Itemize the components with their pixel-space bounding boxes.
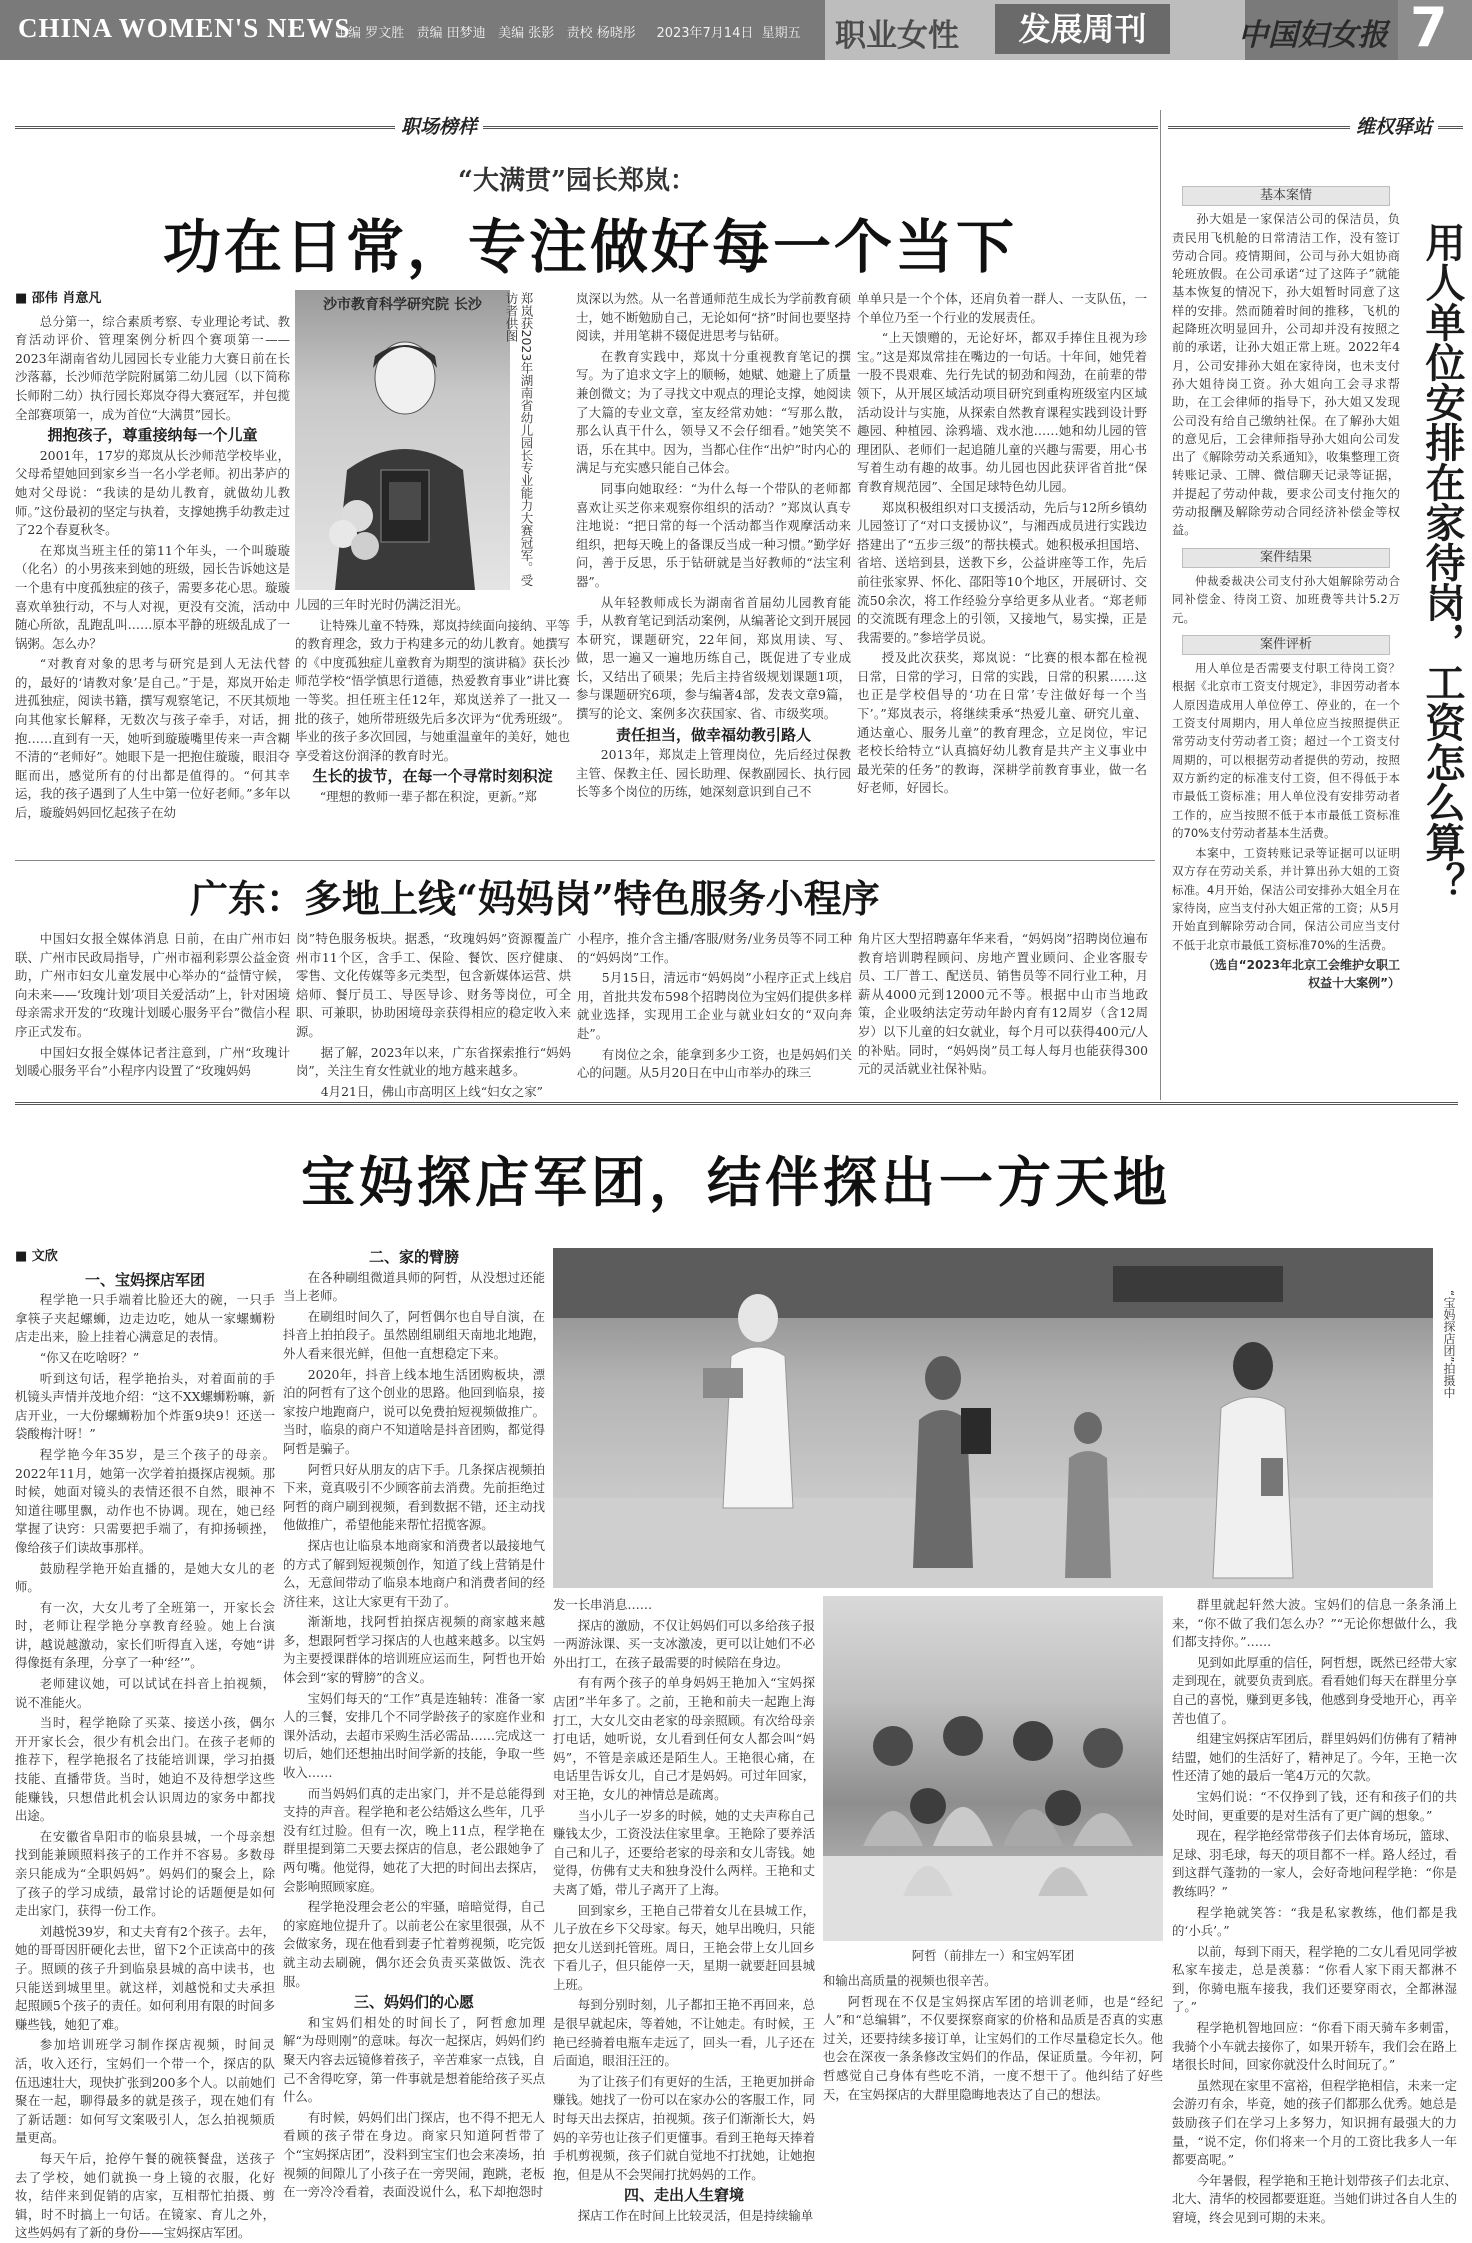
article1-p12: 2013年，郑岚走上管理岗位，先后经过保教主管、保教主任、园长助理、保教副园长、执行园长等多个岗位的历练，她深刻意识到自己不 xyxy=(576,747,851,800)
article1-p10: 同事向她取经：“为什么每一个带队的老师都喜欢让买芝你来观察你组织的活动？”郑岚认真专注地说：“把日常的每一个活动都当作观摩活动来组织，把每天晚上的备课反当成一种习惯。”勤学好问，善于反思，乐于钻研就是当好教师的“法宝利器”。 xyxy=(576,480,851,589)
photo-caption-1: “宝妈探店团”拍摄中 xyxy=(1442,1290,1456,1399)
article3-e1: 和输出高质量的视频也很辛苦。 xyxy=(823,1973,997,1988)
article1-p9: 在教育实践中，郑岚十分重视教育笔记的撰写。为了追求文字上的顺畅，她赋、她避上了质量兼创微文；为了寻找文中观点的理论支撑，她阅读了大篇的专业文章，室友经常劝她：“写那么散，那么认真干什么，领导又不会仔细看。”她笑笑不语，乐在其中。因为，当都心住作“出炉”时内心的满足与充实感只能自己体会。 xyxy=(576,348,851,476)
article1-p16: 授及此次获奖，郑岚说：“比赛的根本都在检视日常，日常的学习，日常的实践，日常的积累……这也正是学校倡导的‘功在日常’专注做好每一个当下’。”郑岚表示，将继续秉承“热爱儿童、研究儿童、通达童心、服务儿童”的教育理念，立足岗位，牢记老校长给特立“认真搞好幼儿教育是共产主义事业中最光荣的任务”的教诲，深耕学前教育事业，做一名好老师，好园长。 xyxy=(857,650,1147,796)
article3-a5: 鼓励程学艳开始直播的，是她大女儿的老师。 xyxy=(15,1560,275,1595)
article1-p13: 单单只是一个个体，还肩负着一群人、一支队伍，一个单位乃至一个行业的发展责任。 xyxy=(857,291,1147,325)
sidebar-analysis-text-2: 本案中，工资转账记录等证据可以证明双方存在劳动关系，并计算出孙大姐的工资标准。4月开始，保洁公司安排孙大姐全月在家待岗，应当支付孙大姐正常的工资；从5月开始直到解除劳动合同，保洁公司应当支付不低于北京市最低工资标准70%的生活费。 xyxy=(1172,846,1400,952)
credit-editor: 责编 田梦迪 xyxy=(416,26,486,41)
paper-logo: 中国妇女报 xyxy=(1238,18,1388,53)
article3-col4-bottom xyxy=(823,1972,1163,2153)
article3-d8: 探店工作在时间上比较灵活，但是持续输单 xyxy=(577,2208,814,2223)
article3-top-rule xyxy=(15,1102,1458,1105)
article3-b4: 阿哲只好从朋友的店下手。几条探店视频拍下来，竟真吸引不少顾客前去消费。先前拒绝过阿哲的商户刷到视频，看到数据不错，还主动找他做推广，希望他能来帮忙招揽客源。 xyxy=(283,1461,545,1533)
article3-d1: 发一长串消息…… xyxy=(553,1597,653,1612)
article3-col3 xyxy=(553,1596,815,2223)
page-number: 7 xyxy=(1410,0,1448,59)
article3-a10: 刘越悦39岁，和丈夫育有2个孩子。去年，她的哥哥因肝硬化去世，留下2个正读高中的孩子。照顾的孩子升到临泉县城的高中读书，也只能送到城里里。就这样，刘越悦和丈夫承担起照顾5个孩子的责任。如何利用有限的时间多赚些钱，她犯了难。 xyxy=(15,1923,275,2032)
credit-art: 美编 张影 xyxy=(498,26,555,41)
article3-b2: 在刷组时间久了，阿哲偶尔也自导自演，在抖音上拍拍段子。虽然剧组刷组天南地北地跑，外人看来很光鲜，但他一直想稳定下来。 xyxy=(283,1308,545,1361)
article2-c4: 据了解，2023年以来，广东省探索推行“妈妈岗”，关注生育女性就业的地方越来越多。 xyxy=(296,1044,571,1079)
photo-banner-text: 沙市教育科学研究院 长沙 xyxy=(323,297,482,313)
article1-p8: 岚深以为然。从一名普通师范生成长为学前教育硕士，她不断勉励自己，无论如何“挤”时间也要坚持阅读，并用笔耕不辍促进思考与钻研。 xyxy=(576,291,851,344)
article3-f2: 见到如此厚重的信任，阿哲想，既然已经带大家走到现在，就要负责到底。看看她们每天在群里分享自己的喜悦，赚到更多钱，他感到身受地开心，再辛苦也值了。 xyxy=(1172,1654,1457,1726)
section-bar xyxy=(825,0,1245,60)
article3-subhead-2: 二、家的臂膀 xyxy=(368,1248,459,1266)
article3-b1: 在各种刷组微道具师的阿哲，从没想过还能当上老师。 xyxy=(283,1269,545,1304)
article3-subhead-4: 四、走出人生窘境 xyxy=(623,2186,744,2205)
article1-p6: 让特殊儿童不特殊，郑岚持续面向接纳、平等的教育理念，致力于构建多元的幼儿教育。她撰写的《中度孤独症儿童教育为期型的演讲稿》获长沙师范学校“悟学慎思行道德，热爱教育事业”讲比赛一等奖。担任班主任12年，郑岚送养了一批又一批的孩子，她所带班级先后多次评为“优秀班级”。毕业的孩子多次回园，与她重温童年的美好，她也享受着这份润泽的教育时光。 xyxy=(295,617,570,763)
photo-caption: 郑岚获2023年湖南省幼儿园长专业能力大赛冠军。受访者供图 xyxy=(504,292,534,587)
sidebar-result-text: 仲裁委裁决公司支付孙大姐解除劳动合同补偿金、待岗工资、加班费等共计5.2万元。 xyxy=(1172,573,1400,625)
article3-d2: 探店的激励，不仅让妈妈们可以多给孩子报一两游泳课、买一支冰激凌，更可以让她们不必外出打工，在孩子最需要的时候陪在身边。 xyxy=(553,1617,815,1670)
article2-c5: 4月21日，佛山市高明区上线“妇女之家” xyxy=(320,1083,543,1099)
article1-p14: “上天馈赠的，无论好坏，都双手捧住且视为珍宝。”这是郑岚常挂在嘴边的一句话。十年间，她凭着一股不畏艰难、先行先试的韧劲和闯劲，在前辈的带领下，从开展区域活动项目研究到重构班级室内区域活动设计与实施，从探索自然教育课程实践到设计野趣园、种植园、涂鸦墙、戏水池……她和幼儿园的管理团队、老师们一起追随儿童的兴趣与需要，用心书写着生动有趣的故事。幼儿园也因此获评省首批“保育教育规范园”、全国足球特色幼儿园。 xyxy=(857,330,1147,494)
article3-d4: 当小儿子一岁多的时候，她的丈夫声称自己赚钱太少，工资没法住家里拿。王艳除了要养活自己和儿子，还要给老家的母亲和女儿寄钱。她觉得，仿佛有丈夫和独身没什么两样。王艳和丈夫离了婚，带儿子离开了上海。 xyxy=(553,1807,815,1897)
group-scene xyxy=(823,1596,1163,1941)
sidebar-title: 用人单位安排在家待岗，工资怎么算？ xyxy=(1419,222,1466,902)
weekly-name: 发展周刊 xyxy=(995,4,1170,54)
article1-byline: ■ 邵伟 肖意凡 xyxy=(15,291,102,306)
article2-c2: 中国妇女报全媒体记者注意到，广州“玫瑰计划暖心服务平台”小程序内设置了“玫瑰妈妈 xyxy=(15,1044,290,1079)
masthead-credits xyxy=(335,22,801,41)
article3-f9: 虽然现在家里不富裕，但程学艳相信，未来一定会游刃有余，毕竟，她的孩子们都那么优秀。她总是鼓励孩子们在学习上多努力，知识拥有最强大的力量，“说不定，你们将来一个月的工资比我多人一年都要高呢。” xyxy=(1172,2077,1457,2168)
article3-f3: 组建宝妈探店军团后，群里妈妈们仿佛有了精神结盟，她们的生活好了，精神足了。今年，王艳一次性还清了她的最后一笔4万元的欠款。 xyxy=(1172,1731,1457,1784)
issue-weekday: 星期五 xyxy=(761,26,801,41)
article1-subhead-1: 拥抱孩子，尊重接纳每一个儿童 xyxy=(47,426,258,445)
article3-a4: 程学艳今年35岁，是三个孩子的母亲。2022年11月，她第一次学着拍摄探店视频。那时候，她面对镜头的表情还很不自然，眼神不知道往哪里飘，动作也不协调。现在，她已经掌握了诀窍：只需要把手端了，有抑扬顿挫，像给孩子们读故事那样。 xyxy=(15,1446,275,1555)
article1-p4: “对教育对象的思考与研究是到人无法代替的，最好的‘请教对象’是自己。”于是，郑岚开始走进孤独症，阅读书籍，撰写观察笔记，不厌其烦地向其他家长解释，无数次与孩子牵手，对话，拥抱……直到有一天，她听到璇璇嘴里传来一声含糊不清的“老师好”。她眼下是一把抱住璇璇，眼泪夺眶而出，感觉所有的付出都是值得的。“何其幸运，我的孩子遇到了人生中第一位好老师。”多年以后，璇璇妈妈回忆起孩子在幼 xyxy=(15,656,290,821)
article2-title: 广东：多地上线“妈妈岗”特色服务小程序 xyxy=(190,876,880,921)
article3-subhead-3: 三、妈妈们的心愿 xyxy=(353,1993,474,2012)
article3-b7: 宝妈们每天的“工作”真是连轴转：准备一家人的三餐，安排几个不同学龄孩子的家庭作业和课外活动，去超市采购生活必需品……完成这一切后，她们还想抽出时间学新的技能，争取一些收入…… xyxy=(283,1690,545,1781)
sidebar-head-result: 案件结果 xyxy=(1182,548,1390,568)
store-scene xyxy=(553,1248,1433,1588)
article3-f7: 以前，每到下雨天，程学艳的二女儿看见同学被私家车接走，总是羡慕：“你看人家下雨天都淋不到，你骑电瓶车接我，我们还要穿雨衣，全都淋湿了。” xyxy=(1172,1943,1457,2015)
article2-col3 xyxy=(577,930,852,1090)
issue-date: 2023年7月14日 xyxy=(656,26,754,41)
article3-a2: “你又在吃啥呀？” xyxy=(39,1349,140,1365)
section-name: 职业女性 xyxy=(835,18,959,54)
article1-col2 xyxy=(295,596,570,850)
article3-a9: 在安徽省阜阳市的临泉县城，一个母亲想找到能兼顾照料孩子的工作并不容易。多数母亲只能成为“全职妈妈”。妈妈们的聚会上，除了孩子的学习成绩，最常讨论的话题便是如何走出家门，获得一份工作。 xyxy=(15,1828,275,1919)
article2-c6: 小程序，推介含主播/客服/财务/业务员等不同工种的“妈妈岗”工作。 xyxy=(577,931,852,965)
article1-top-rule xyxy=(15,126,1158,129)
article1-p15: 郑岚积极组织对口支援活动，先后与12所乡镇幼儿园签订了“对口支援协议”，与湘西成员进行实践边搭建出了“五步三级”的帮扶模式。她积极承担国培、省培、送培到县，送教下乡，公益讲座等工作，先后前往张家界、怀化、邵阳等10个地区，开展研讨、交流50余次，将工作经验分享给更多从业者。“郑老师的交流既有理念上的引领，又接地气，易实操，正是我需要的。”参培学员说。 xyxy=(857,499,1147,645)
article1-title: 功在日常，专注做好每一个当下 xyxy=(162,213,1017,281)
sidebar-head-basic: 基本案情 xyxy=(1182,186,1390,206)
article2-col4 xyxy=(858,930,1148,1090)
sidebar-column-tag: 维权驿站 xyxy=(1350,112,1438,139)
article3-f8: 程学艳机智地回应：“你看下雨天骑车多刺雷，我骑个小车就去接你了，如果开轿车，我们会在路上堵很长时间，回家你就没什么时间玩了。” xyxy=(1172,2020,1457,2073)
article3-b10: 和宝妈们相处的时间长了，阿哲愈加理解“为母则刚”的意味。每次一起探店，妈妈们约聚天内容去远镜修着孩子，辛苦难家一点钱，自己不舍得吃穿，第一件事就是想着能给孩子买点什么。 xyxy=(283,2014,545,2105)
article1-p5: 儿园的三年时光时仍满泛泪光。 xyxy=(295,597,469,612)
article1-kicker: “大满贯”园长郑岚： xyxy=(458,166,696,196)
article3-d7: 为了让孩子们有更好的生活，王艳更加拼命赚钱。她找了一份可以在家办公的客服工作，同时每天出去探店，拍视频。孩子们渐渐长大，妈妈的辛劳也让孩子们更懂事。看到王艳每天捧着手机剪视频，孩子们就自觉地不打扰她，让她抱抱，但是从不会哭闹打扰妈妈的工作。 xyxy=(553,2073,815,2182)
article3-d5: 回到家乡，王艳自己带着女儿在县城工作，儿子放在乡下父母家。每天，她早出晚归，只能把女儿送到托管班。周日，王艳会带上女儿回乡下看儿子，但只能停一天，星期一就要赶回县城上班。 xyxy=(553,1902,815,1992)
zhenglan-photo xyxy=(295,290,510,590)
article3-a11: 参加培训班学习制作探店视频，时间灵活，收入还行，宝妈们一个带一个，探店的队伍迅速壮大，现快扩张到200多个人。以前她们聚在一起，聊得最多的就是孩子，现在她们有了新话题：如何写文案吸引人，怎么拍视频质量更高。 xyxy=(15,2037,275,2146)
article1-col3 xyxy=(576,290,851,850)
article3-b9: 程学艳没理会老公的牢骚，暗暗觉得，自己的家庭地位提升了。以前老公在家里很强，从不会做家务，现在他看到妻子忙着剪视频，吃完饭就主动去刷碗，偶尔还会负责买菜做饭、洗衣服。 xyxy=(283,1899,545,1989)
article3-f6: 程学艳就笑答：“我是私家教练，他们都是我的‘小兵’。” xyxy=(1172,1904,1457,1939)
article2-col2 xyxy=(296,930,571,1099)
article1-col1 xyxy=(15,290,290,850)
article3-a8: 当时，程学艳除了买菜、接送小孩，偶尔开开家长会，很少有机会出门。在孩子老师的推荐下，程学艳报名了技能培训课，学习拍摄技能、直播带货。当时，她迫不及待想学这些能赚钱，只想借此机会认识周边的家务中都找出途。 xyxy=(15,1715,275,1824)
article1-p2: 2001年，17岁的郑岚从长沙师范学校毕业，父母希望她回到家乡当一名小学老师。初出茅庐的她对父母说：“我读的是幼儿教育，就做幼儿教师。”这份最初的坚定与执着，支撑她携手幼教走过了22个春夏秋冬。 xyxy=(15,447,290,538)
article3-col1 xyxy=(15,1248,275,2241)
article3-a3: 听到这句话，程学艳抬头，对着面前的手机镜头声情并茂地介绍：“这不XX螺蛳粉嘛，新店开业，一大份螺蛳粉加个炸蛋9块9！还送一袋酸梅汁呀！” xyxy=(15,1370,275,1442)
article3-e2: 阿哲现在不仅是宝妈探店军团的培训老师，也是“经纪人”和“总编辑”，不仅要探察商家的价格和品质是否真的实惠过关，还要持续多接订单，让宝妈们的工作尽量稳定长久。他也会在深夜一条条修改宝妈们的作品，保证质量。今年初，阿哲感觉自己身体有些吃不消，一度不想干了。他纠结了好些天，在宝妈探店的大群里隐晦地表达了自己的想法。 xyxy=(823,1993,1163,2102)
article1-p1: 总分第一，综合素质考察、专业理论考试、教育活动评价、管理案例分析四个赛项第一——2023年湖南省幼儿园园长专业能力大赛日前在长沙落幕，长沙师范学院附属第二幼儿园（以下简称长师附二幼）执行园长郑岚夺得大赛冠军，并包揽全部赛项第一，成为首位“大满贯”园长。 xyxy=(15,313,290,422)
sidebar-divider xyxy=(1160,110,1161,1100)
article2-c9: 角片区大型招聘嘉年华来看，“妈妈岗”招聘岗位遍布教育培训聘程顾问、房地产置业顾问、企业客服专员、工厂普工、配送员、销售员等不同行业工种，月薪从4000元到12000元不等。根据中山市当地政策，企业吸纳法定劳动年龄内育有12周岁（含12周岁）以下儿童的妇女就业，每个月可以获得400元/人的补贴。同时，“妈妈岗”员工每人每月也能获得300元的灵活就业社保补贴。 xyxy=(858,931,1148,1077)
article3-b5: 探店也让临泉本地商家和消费者以最接地气的方式了解到短视频创作，知道了线上营销是什么，无意间带动了临泉本地商户和消费者间的经济往来，这让大家更有干劲了。 xyxy=(283,1537,545,1609)
article3-f10: 今年暑假，程学艳和王艳计划带孩子们去北京、北大、清华的校园都要逛逛。当她们讲过各自人生的窘境，终会见到可期的未来。 xyxy=(1172,2172,1457,2225)
article3-b11: 有时候，妈妈们出门探店，也不得不把无人看顾的孩子带在身边。商家只知道阿哲带了个“宝妈探店团”，没料到宝宝们也会来凑场，拍视频的间隙儿了小孩子在一旁哭闹，跑跳，老板在一旁冷冷看着，表面没说什么，私下却抱怨时 xyxy=(283,2109,545,2200)
article2-c7: 5月15日，清远市“妈妈岗”小程序正式上线启用，首批共发布598个招聘岗位为宝妈们提供多样就业选择，实现用工企业与就业妇女的“双向奔赴”。 xyxy=(577,970,852,1041)
article3-a6: 有一次，大女儿考了全班第一，开家长会时，老师让程学艳分享教育经验。她上台演讲，越说越激动，家长们听得直入迷，夸她“讲得像挺有条理，分享了一种‘经’”。 xyxy=(15,1599,275,1671)
sidebar-case-text: 孙大姐是一家保洁公司的保洁员，负责民用飞机舱的日常清洁工作，没有签订劳动合同。疫情期间，公司与孙大姐协商轮班放假。在公司承诺“过了这阵子”就能基本恢复的情况下，孙大姐暂时同意了这样的安排。然而随着时间的推移，飞机的起降班次明显回升，公司却并没有按照之前的承诺，让孙大姐正常上班。2022年4月，公司安排孙大姐在家待岗，也未支付孙大姐待岗工资。孙大姐向工会寻求帮助，在工会律师的指导下，孙大姐又发现公司没有给自己缴纳社保。在了解孙大姐的意见后，工会律师指导孙大姐向公司发出了《解除劳动关系通知》，收集整理工资转账记录、工牌、微信聊天记录等证据，并提起了劳动仲裁，要求公司支付拖欠的劳动报酬及解除劳动合同经济补偿金等权益。 xyxy=(1172,212,1400,538)
article3-f4: 宝妈们说：“不仅挣到了钱，还有和孩子们的共处时间，更重要的是对生活有了更广阔的想象。” xyxy=(1172,1788,1457,1823)
article3-d6: 每到分别时刻，儿子都扣王艳不再回来，总是很早就起床，等着她，不让她走。有时候，王艳已经骑着电瓶车走远了，回头一看，儿子还在后面追，眼泪汪汪的。 xyxy=(553,1997,815,2069)
article3-f5: 现在，程学艳经常带孩子们去体育场玩，篮球、足球、羽毛球，每天的项目都不一样。路人经过，看到这群气蓬勃的一家人，会好奇地问程学艳：“你是教练吗？” xyxy=(1172,1828,1457,1899)
article2-c1: 中国妇女报全媒体消息 日前，在由广州市妇联、广州市民政局指导，广州市福利彩票公益金资助，广州市妇女儿童发展中心举办的“益情守候，向未来——‘玫瑰计划’项目关爱活动”上，针对困境母亲需求开发的“玫瑰计划暖心服务平台”微信小程序正式发布。 xyxy=(15,931,290,1039)
sidebar-head-analysis: 案件评析 xyxy=(1182,635,1390,655)
article3-col5 xyxy=(1172,1596,1457,2225)
sidebar-source: （选自“2023年北京工会维护女职工权益十大案例”） xyxy=(1202,957,1400,991)
article1-col4 xyxy=(857,290,1147,850)
article1-p7: “理想的教师一辈子都在积淀，更新。”郑 xyxy=(319,788,537,804)
article3-byline: ■ 文欣 xyxy=(15,1249,58,1264)
article3-a7: 老师建议她，可以试试在抖音上拍视频，说不准能火。 xyxy=(15,1676,275,1710)
article1-p3: 在郑岚当班主任的第11个年头，一个叫璇璇（化名）的小男孩来到她的班级，园长告诉她这是一个患有中度孤独症的孩子，需要多花心思。璇璇喜欢单独行动，不与人对视，更没有交流，活动中随心所欲，乱跑乱叫……原本平静的班级乱成了一锅粥。怎么办？ xyxy=(15,542,290,651)
photo-caption-2: 阿哲（前排左一）和宝妈军团 xyxy=(911,1948,1075,1963)
group-photo xyxy=(823,1596,1163,1941)
article1-p11: 从年轻教师成长为湖南省首届幼儿园教育能手，从教育笔记到活动案例，从编著论文到开展园本研究，课题研究，22年间，郑岚用读、写、做，思一遍又一遍地历练自己，既促进了专业成长，又结出了硕果；先后主持省级规划课题1项，参与课题研究6项，参与编著4部，发表文章9篇，撰写的论文、案例多次获国家、省、市级奖项。 xyxy=(576,594,851,722)
article3-b6: 渐渐地，找阿哲拍探店视频的商家越来越多，想跟阿哲学习探店的人也越来越多。以宝妈为主要授课群体的培训班应运而生，阿哲也开始体会到“家的臂膀”的含义。 xyxy=(283,1614,545,1686)
article3-d3: 有有两个孩子的单身妈妈王艳加入“宝妈探店团”半年多了。之前，王艳和前夫一起跑上海打工，大女儿交由老家的母亲照顾。有次给母亲打电话，她听说，女儿看到任何女人都会叫“妈妈”，不管是亲戚还是陌生人。王艳很心痛，在电话里告诉女儿，自己才是妈妈。可过年回家，对王艳，女儿的神情总是疏离。 xyxy=(553,1675,815,1802)
article1-subhead-2: 生长的拔节，在每一个寻常时刻积淀 xyxy=(312,767,553,786)
article3-b3: 2020年，抖音上线本地生活团购板块，漂泊的阿哲有了这个创业的思路。他回到临泉，接家按户地跑商户，说可以免费拍短视频做推广。当时，临泉的商户不知道啥是抖音团购，都觉得阿哲是骗子。 xyxy=(283,1366,545,1456)
page-number-badge xyxy=(1398,0,1472,60)
article2-top-rule xyxy=(15,860,1155,861)
article2-c3: 岗”特色服务板块。据悉，“玫瑰妈妈”资源覆盖广州市11个区，含手工、保险、餐饮、医疗健康、零售、文化传媒等多元类型，包含新媒体运营、烘焙师、餐厅员工、导医导诊、财务等岗位，可全职、可兼职，协助困境母亲获得相应的稳定收入来源。 xyxy=(296,931,571,1039)
article1-column-tag: 职场榜样 xyxy=(395,112,483,139)
article2-c8: 有岗位之余，能拿到多少工资，也是妈妈们关心的问题。从5月20日在中山市举办的珠三 xyxy=(577,1046,852,1081)
article3-a12: 每天午后，抢停午餐的碗筷餐盘，送孩子去了学校，她们就换一身上镜的衣服，化好妆，结伴来到促销的店家，互相帮忙拍摄、剪辑，时不时搞上一句话。在镜家、育儿之外，这些妈妈有了新的身份——宝妈探店军团。 xyxy=(15,2150,275,2241)
article3-subhead-1: 一、宝妈探店军团 xyxy=(84,1270,205,1289)
store-visit-photo xyxy=(553,1248,1433,1588)
credit-proof: 责校 杨晓彤 xyxy=(566,26,636,41)
sidebar-analysis-text: 用人单位是否需要支付职工待岗工资？根据《北京市工资支付规定》，非因劳动者本人原因造成用人单位停工、停业的，在一个工资支付周期内，用人单位应当按照提供正常劳动支付劳动者工资；超过一个工资支付周期的，可以根据劳动者提供的劳动，按照双方新约定的标准支付工资，但不得低于本市最低工资标准；用人单位没有安排劳动者工作的，应当按照不低于本市最低工资标准的70%支付劳动者基本生活费。 xyxy=(1172,661,1400,840)
paper-name-en: CHINA WOMEN'S NEWS xyxy=(18,13,351,43)
article3-a1: 程学艳一只手端着比脸还大的碗，一只手拿筷子夹起螺蛳，边走边吃，她从一家螺蛳粉店走出来，脸上挂着心满意足的表情。 xyxy=(15,1292,275,1345)
article3-col2 xyxy=(283,1248,545,2200)
article2-col1 xyxy=(15,930,290,1090)
article3-b8: 而当妈妈们真的走出家门，并不是总能得到支持的声音。程学艳和老公结婚这么些年，几乎没有红过脸。但有一次，晚上11点，程学艳在群里提到第二天要去探店的信息，老公跟她争了两句嘴。他觉得，她花了大把的时间出去探店，会影响照顾家庭。 xyxy=(283,1785,545,1894)
article3-title: 宝妈探店军团，结伴探出一方天地 xyxy=(301,1150,1171,1214)
article3-f1: 群里就起轩然大波。宝妈们的信息一条条涌上来，“你不做了我们怎么办？”“无论你想做什么，我们都支持你。”…… xyxy=(1172,1597,1457,1650)
sidebar-body xyxy=(1172,186,1400,1091)
credit-chief: 主编 罗文胜 xyxy=(335,26,405,41)
article1-subhead-3: 责任担当，做幸福幼教引路人 xyxy=(615,725,811,744)
person-figure xyxy=(295,320,510,590)
